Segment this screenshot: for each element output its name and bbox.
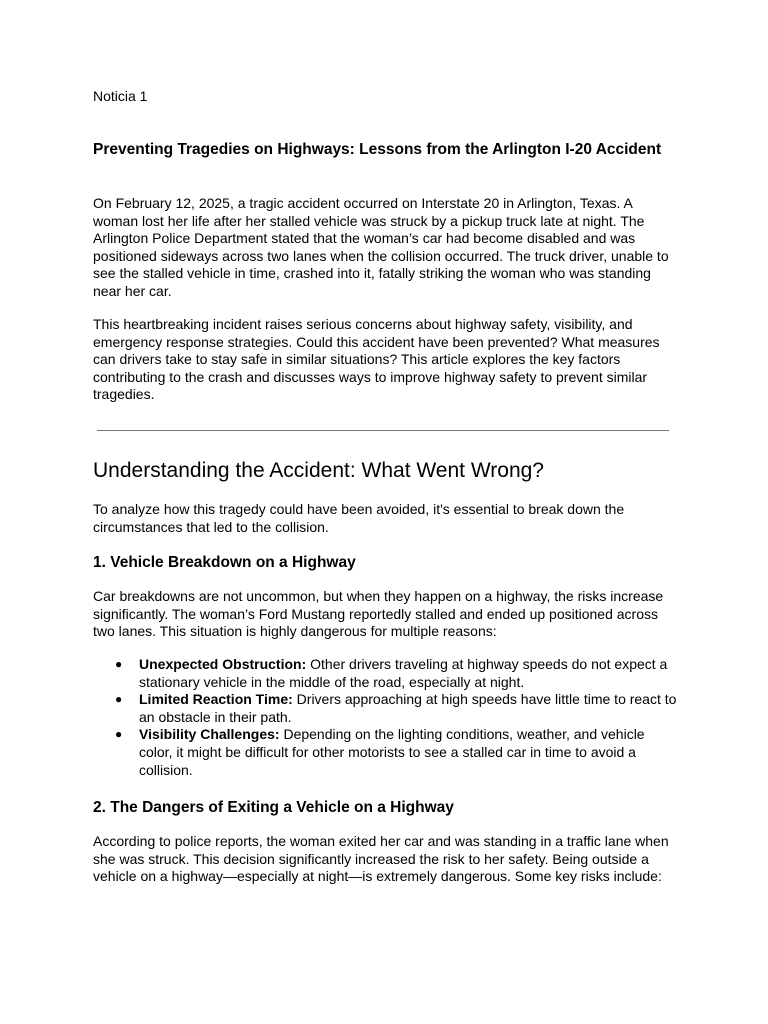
bullet-icon: ●: [115, 692, 123, 707]
intro-paragraph-1: On February 12, 2025, a tragic accident occurred on Interstate 20 in Arlington, Texas. A woman lost her life after her stalled vehicle was struck by a pickup truck late at night. The Arlington Police Department stated that the woman’s car had become disabled and was positioned sideways across two lanes when the collision occurred. The truck driver, unable to see the stalled vehicle in time, crashed into it, fatally striking the woman who was standing near her car.: [93, 195, 669, 299]
bullet-text: Depending on the lighting conditions, weather, and vehicle color, it might be difficult for other motorists to see a stalled car in time to avoid a collision.: [139, 726, 645, 778]
bullet-icon: ●: [115, 727, 123, 742]
bullet-item: [93, 726, 677, 779]
bullet-icon: ●: [115, 657, 123, 671]
risk-bullet-list: [93, 656, 677, 779]
article-headline: Preventing Tragedies on Highways: Lessons from the Arlington I-20 Accident: [93, 141, 662, 158]
bullet-item: [93, 656, 677, 691]
section-intro-paragraph: To analyze how this tragedy could have been avoided, it's essential to break down the circumstances that led to the collision.: [93, 501, 625, 535]
subsection-1-paragraph: Car breakdowns are not uncommon, but when they happen on a highway, the risks increase significantly. The woman’s Ford Mustang reportedly stalled and ended up positioned across two lanes. This situation is highly dangerous for multiple reasons:: [93, 588, 664, 640]
horizontal-divider: [97, 430, 669, 431]
section-heading: Understanding the Accident: What Went Wrong?: [93, 459, 544, 482]
bullet-term: Visibility Challenges:: [139, 726, 280, 743]
bullet-term: Unexpected Obstruction:: [139, 656, 307, 672]
bullet-term: Limited Reaction Time:: [139, 691, 293, 708]
subsection-heading-1: 1. Vehicle Breakdown on a Highway: [93, 554, 356, 571]
bullet-item: [93, 691, 677, 726]
subsection-2-paragraph: According to police reports, the woman exited her car and was standing in a traffic lane when she was struck. This decision significantly increased the risk to her safety. Being outside a vehicle on a highway—especially at night—is extremely dangerous. Some key risks include:: [93, 833, 669, 885]
intro-paragraph-2: This heartbreaking incident raises serious concerns about highway safety, visibility, and emergency response strategies. Could this accident have been prevented? What measures can drivers take to stay safe in similar situations? This article explores the key factors contributing to the crash and discusses ways to improve highway safety to prevent similar tragedies.: [93, 316, 660, 403]
document-label: Noticia 1: [93, 88, 148, 104]
bullet-text: Drivers approaching at high speeds have little time to react to an obstacle in their path.: [139, 691, 677, 725]
subsection-heading-2: 2. The Dangers of Exiting a Vehicle on a Highway: [93, 799, 454, 816]
bullet-text: Other drivers traveling at highway speeds do not expect a stationary vehicle in the middle of the road, especially at night.: [139, 656, 668, 690]
